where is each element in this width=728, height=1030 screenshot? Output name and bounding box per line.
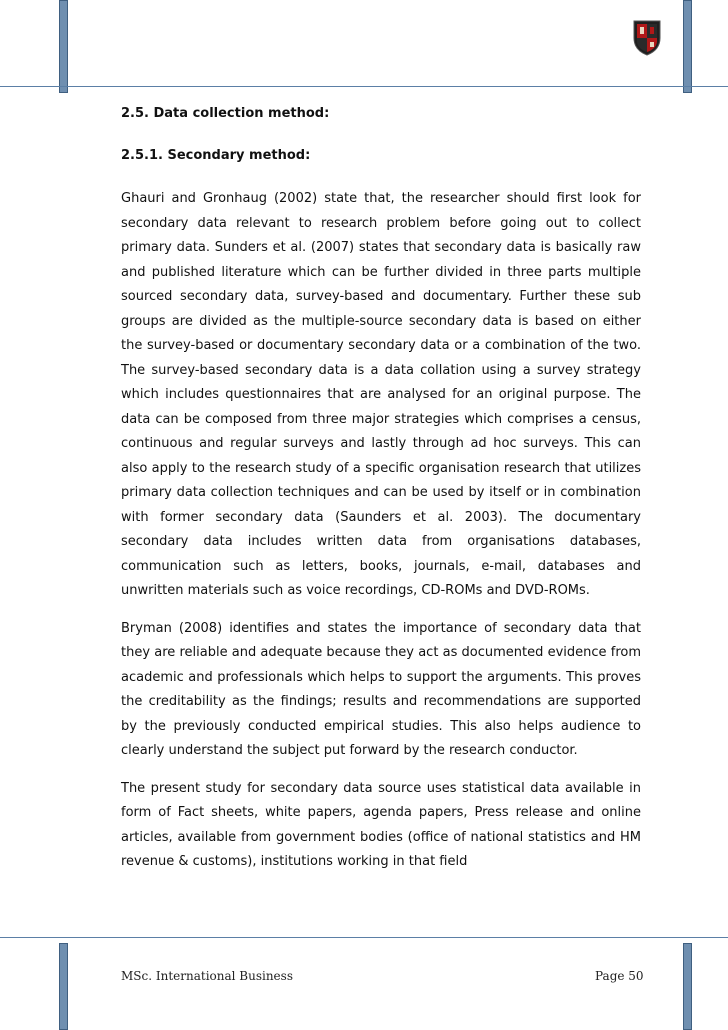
top-left-bar [59,0,68,93]
document-body [121,104,641,875]
paragraph-bryman: Bryman (2008) identifies and states the importance of secondary data that they are reliable and adequate because they act as documented evidence from academic and professionals which helps to support the arguments. This proves the creditability as the findings; results and recommendations are supported by the previously conducted empirical studies. This also helps audience to clearly understand the subject put forward by the research conductor. [121,620,641,758]
footer-rule [0,937,728,938]
top-right-bar [683,0,692,93]
paragraph-secondary-data: Ghauri and Gronhaug (2002) state that, the researcher should first look for secondary data relevant to research problem before going out to collect primary data. Sunders et al. (2007) states that secondary data is basically raw and published literature which can be further divided in three parts multiple sourced secondary data, survey-based and documentary. Further these sub groups are divided as the multiple-source secondary data is based on either the survey-based or documentary secondary data or a combination of the two. The survey-based secondary data is a data collation using a survey strategy which includes questionnaires that are analysed for an original purpose. The data can be composed from three major strategies which comprises a census, continuous and regular surveys and lastly through ad hoc surveys. This can also apply to the research study of a specific organisation research that utilizes primary data collection techniques and can be used by itself or in combination with former secondary data (Saunders et al. 2003). The documentary secondary data includes written data from organisations databases, communication such as letters, books, journals, e-mail, databases and unwritten materials such as voice recordings, CD-ROMs and DVD-ROMs. [121,191,641,598]
subsection-heading: 2.5.1. Secondary method: [121,148,311,163]
paragraph-present-study: The present study for secondary data source uses statistical data available in form of Fact sheets, white papers, agenda papers, Press release and online articles, available from government bodies (office of national statistics and HM revenue & customs), institutions working in that field [121,780,641,869]
bottom-right-bar [683,943,692,1030]
section-heading: 2.5. Data collection method: [121,106,330,121]
footer-left-text: MSc. International Business [121,969,293,983]
header-rule [0,86,728,87]
university-crest-icon [632,18,662,56]
bottom-left-bar [59,943,68,1030]
footer-page-number: Page 50 [595,969,644,983]
